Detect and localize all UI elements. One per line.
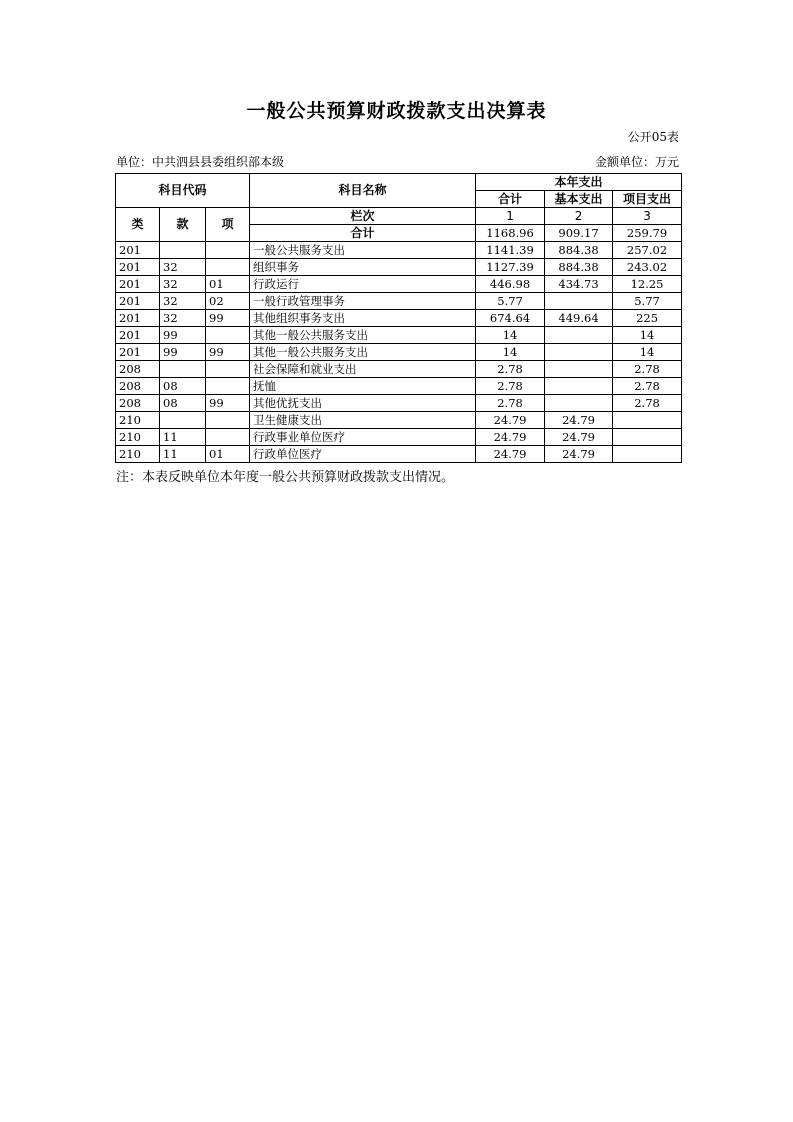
table-row — [116, 429, 682, 446]
item-name: 卫生健康支出 — [250, 412, 476, 429]
sum-label: 合计 — [250, 225, 476, 242]
table-row — [116, 446, 682, 463]
amount-basic — [545, 344, 613, 361]
code-lei: 201 — [116, 259, 160, 276]
amount-project: 2.78 — [613, 361, 682, 378]
item-name: 其他优抚支出 — [250, 395, 476, 412]
header-year-expense: 本年支出 — [476, 174, 682, 191]
amount-total: 5.77 — [476, 293, 545, 310]
item-name: 其他一般公共服务支出 — [250, 327, 476, 344]
item-name: 行政事业单位医疗 — [250, 429, 476, 446]
amount-total: 674.64 — [476, 310, 545, 327]
amount-unit-label: 金额单位：万元 — [594, 155, 679, 169]
amount-total: 14 — [476, 344, 545, 361]
amount-project — [613, 429, 682, 446]
header-lanci: 栏次 — [250, 208, 476, 225]
code-xiang: 01 — [206, 446, 250, 463]
amount-project: 243.02 — [613, 259, 682, 276]
sum-total: 1168.96 — [476, 225, 545, 242]
amount-basic: 24.79 — [545, 412, 613, 429]
table-row — [116, 378, 682, 395]
amount-project: 2.78 — [613, 395, 682, 412]
col-number-3: 3 — [613, 208, 682, 225]
header-lei: 类 — [116, 208, 160, 242]
header-total: 合计 — [476, 191, 545, 208]
amount-basic — [545, 327, 613, 344]
code-xiang: 99 — [206, 310, 250, 327]
amount-total: 1127.39 — [476, 259, 545, 276]
code-kuan: 32 — [160, 293, 206, 310]
amount-basic: 24.79 — [545, 429, 613, 446]
amount-total: 14 — [476, 327, 545, 344]
code-kuan: 99 — [160, 344, 206, 361]
amount-project — [613, 446, 682, 463]
header-project: 项目支出 — [613, 191, 682, 208]
amount-total: 24.79 — [476, 412, 545, 429]
code-kuan: 08 — [160, 395, 206, 412]
amount-basic: 434.73 — [545, 276, 613, 293]
sum-project: 259.79 — [613, 225, 682, 242]
code-lei: 201 — [116, 310, 160, 327]
code-kuan: 11 — [160, 429, 206, 446]
item-name: 一般行政管理事务 — [250, 293, 476, 310]
amount-basic — [545, 361, 613, 378]
code-lei: 201 — [116, 293, 160, 310]
header-row-3 — [116, 208, 682, 225]
amount-project — [613, 412, 682, 429]
header-basic: 基本支出 — [545, 191, 613, 208]
amount-project: 225 — [613, 310, 682, 327]
code-lei: 210 — [116, 446, 160, 463]
code-xiang: 01 — [206, 276, 250, 293]
code-lei: 201 — [116, 276, 160, 293]
amount-basic — [545, 293, 613, 310]
amount-basic: 884.38 — [545, 259, 613, 276]
table-row — [116, 412, 682, 429]
amount-total: 2.78 — [476, 378, 545, 395]
page-title: 一般公共预算财政拨款支出决算表 — [246, 100, 547, 122]
table-row — [116, 327, 682, 344]
amount-total: 446.98 — [476, 276, 545, 293]
table-row — [116, 344, 682, 361]
code-kuan: 11 — [160, 446, 206, 463]
code-xiang: 02 — [206, 293, 250, 310]
code-lei: 210 — [116, 412, 160, 429]
table-row — [116, 293, 682, 310]
code-lei: 201 — [116, 344, 160, 361]
amount-total: 24.79 — [476, 446, 545, 463]
header-code: 科目代码 — [116, 174, 250, 208]
amount-basic: 449.64 — [545, 310, 613, 327]
code-xiang — [206, 327, 250, 344]
code-xiang — [206, 259, 250, 276]
amount-project: 14 — [613, 327, 682, 344]
code-xiang — [206, 412, 250, 429]
code-xiang: 99 — [206, 344, 250, 361]
item-name: 抚恤 — [250, 378, 476, 395]
unit-label: 单位：中共泗县县委组织部本级 — [116, 155, 285, 169]
amount-basic: 24.79 — [545, 446, 613, 463]
item-name: 其他组织事务支出 — [250, 310, 476, 327]
code-kuan: 32 — [160, 310, 206, 327]
amount-project: 14 — [613, 344, 682, 361]
header-row-1 — [116, 174, 682, 191]
code-lei: 201 — [116, 327, 160, 344]
table-note: 注：本表反映单位本年度一般公共预算财政拨款支出情况。 — [116, 470, 455, 485]
code-xiang — [206, 361, 250, 378]
header-name: 科目名称 — [250, 174, 476, 208]
table-row — [116, 276, 682, 293]
sum-basic: 909.17 — [545, 225, 613, 242]
table-row — [116, 361, 682, 378]
amount-project: 257.02 — [613, 242, 682, 259]
code-xiang — [206, 242, 250, 259]
code-kuan — [160, 412, 206, 429]
code-kuan: 32 — [160, 276, 206, 293]
code-lei: 201 — [116, 242, 160, 259]
code-kuan — [160, 242, 206, 259]
amount-project: 2.78 — [613, 378, 682, 395]
code-xiang: 99 — [206, 395, 250, 412]
amount-basic: 884.38 — [545, 242, 613, 259]
code-xiang — [206, 378, 250, 395]
expenditure-table — [115, 173, 682, 463]
amount-total: 2.78 — [476, 395, 545, 412]
amount-total: 24.79 — [476, 429, 545, 446]
table-row — [116, 395, 682, 412]
col-number-1: 1 — [476, 208, 545, 225]
code-kuan: 08 — [160, 378, 206, 395]
header-kuan: 款 — [160, 208, 206, 242]
amount-project: 12.25 — [613, 276, 682, 293]
code-xiang — [206, 429, 250, 446]
amount-basic — [545, 378, 613, 395]
item-name: 一般公共服务支出 — [250, 242, 476, 259]
code-lei: 208 — [116, 361, 160, 378]
amount-basic — [545, 395, 613, 412]
item-name: 行政单位医疗 — [250, 446, 476, 463]
code-kuan — [160, 361, 206, 378]
item-name: 社会保障和就业支出 — [250, 361, 476, 378]
form-number: 公开05表 — [627, 130, 679, 144]
item-name: 组织事务 — [250, 259, 476, 276]
table-row — [116, 259, 682, 276]
table-row — [116, 310, 682, 327]
amount-total: 1141.39 — [476, 242, 545, 259]
item-name: 其他一般公共服务支出 — [250, 344, 476, 361]
table-body — [116, 242, 682, 463]
code-lei: 208 — [116, 378, 160, 395]
code-kuan: 99 — [160, 327, 206, 344]
code-kuan: 32 — [160, 259, 206, 276]
item-name: 行政运行 — [250, 276, 476, 293]
amount-total: 2.78 — [476, 361, 545, 378]
amount-project: 5.77 — [613, 293, 682, 310]
code-lei: 208 — [116, 395, 160, 412]
col-number-2: 2 — [545, 208, 613, 225]
code-lei: 210 — [116, 429, 160, 446]
header-xiang: 项 — [206, 208, 250, 242]
table-row — [116, 242, 682, 259]
